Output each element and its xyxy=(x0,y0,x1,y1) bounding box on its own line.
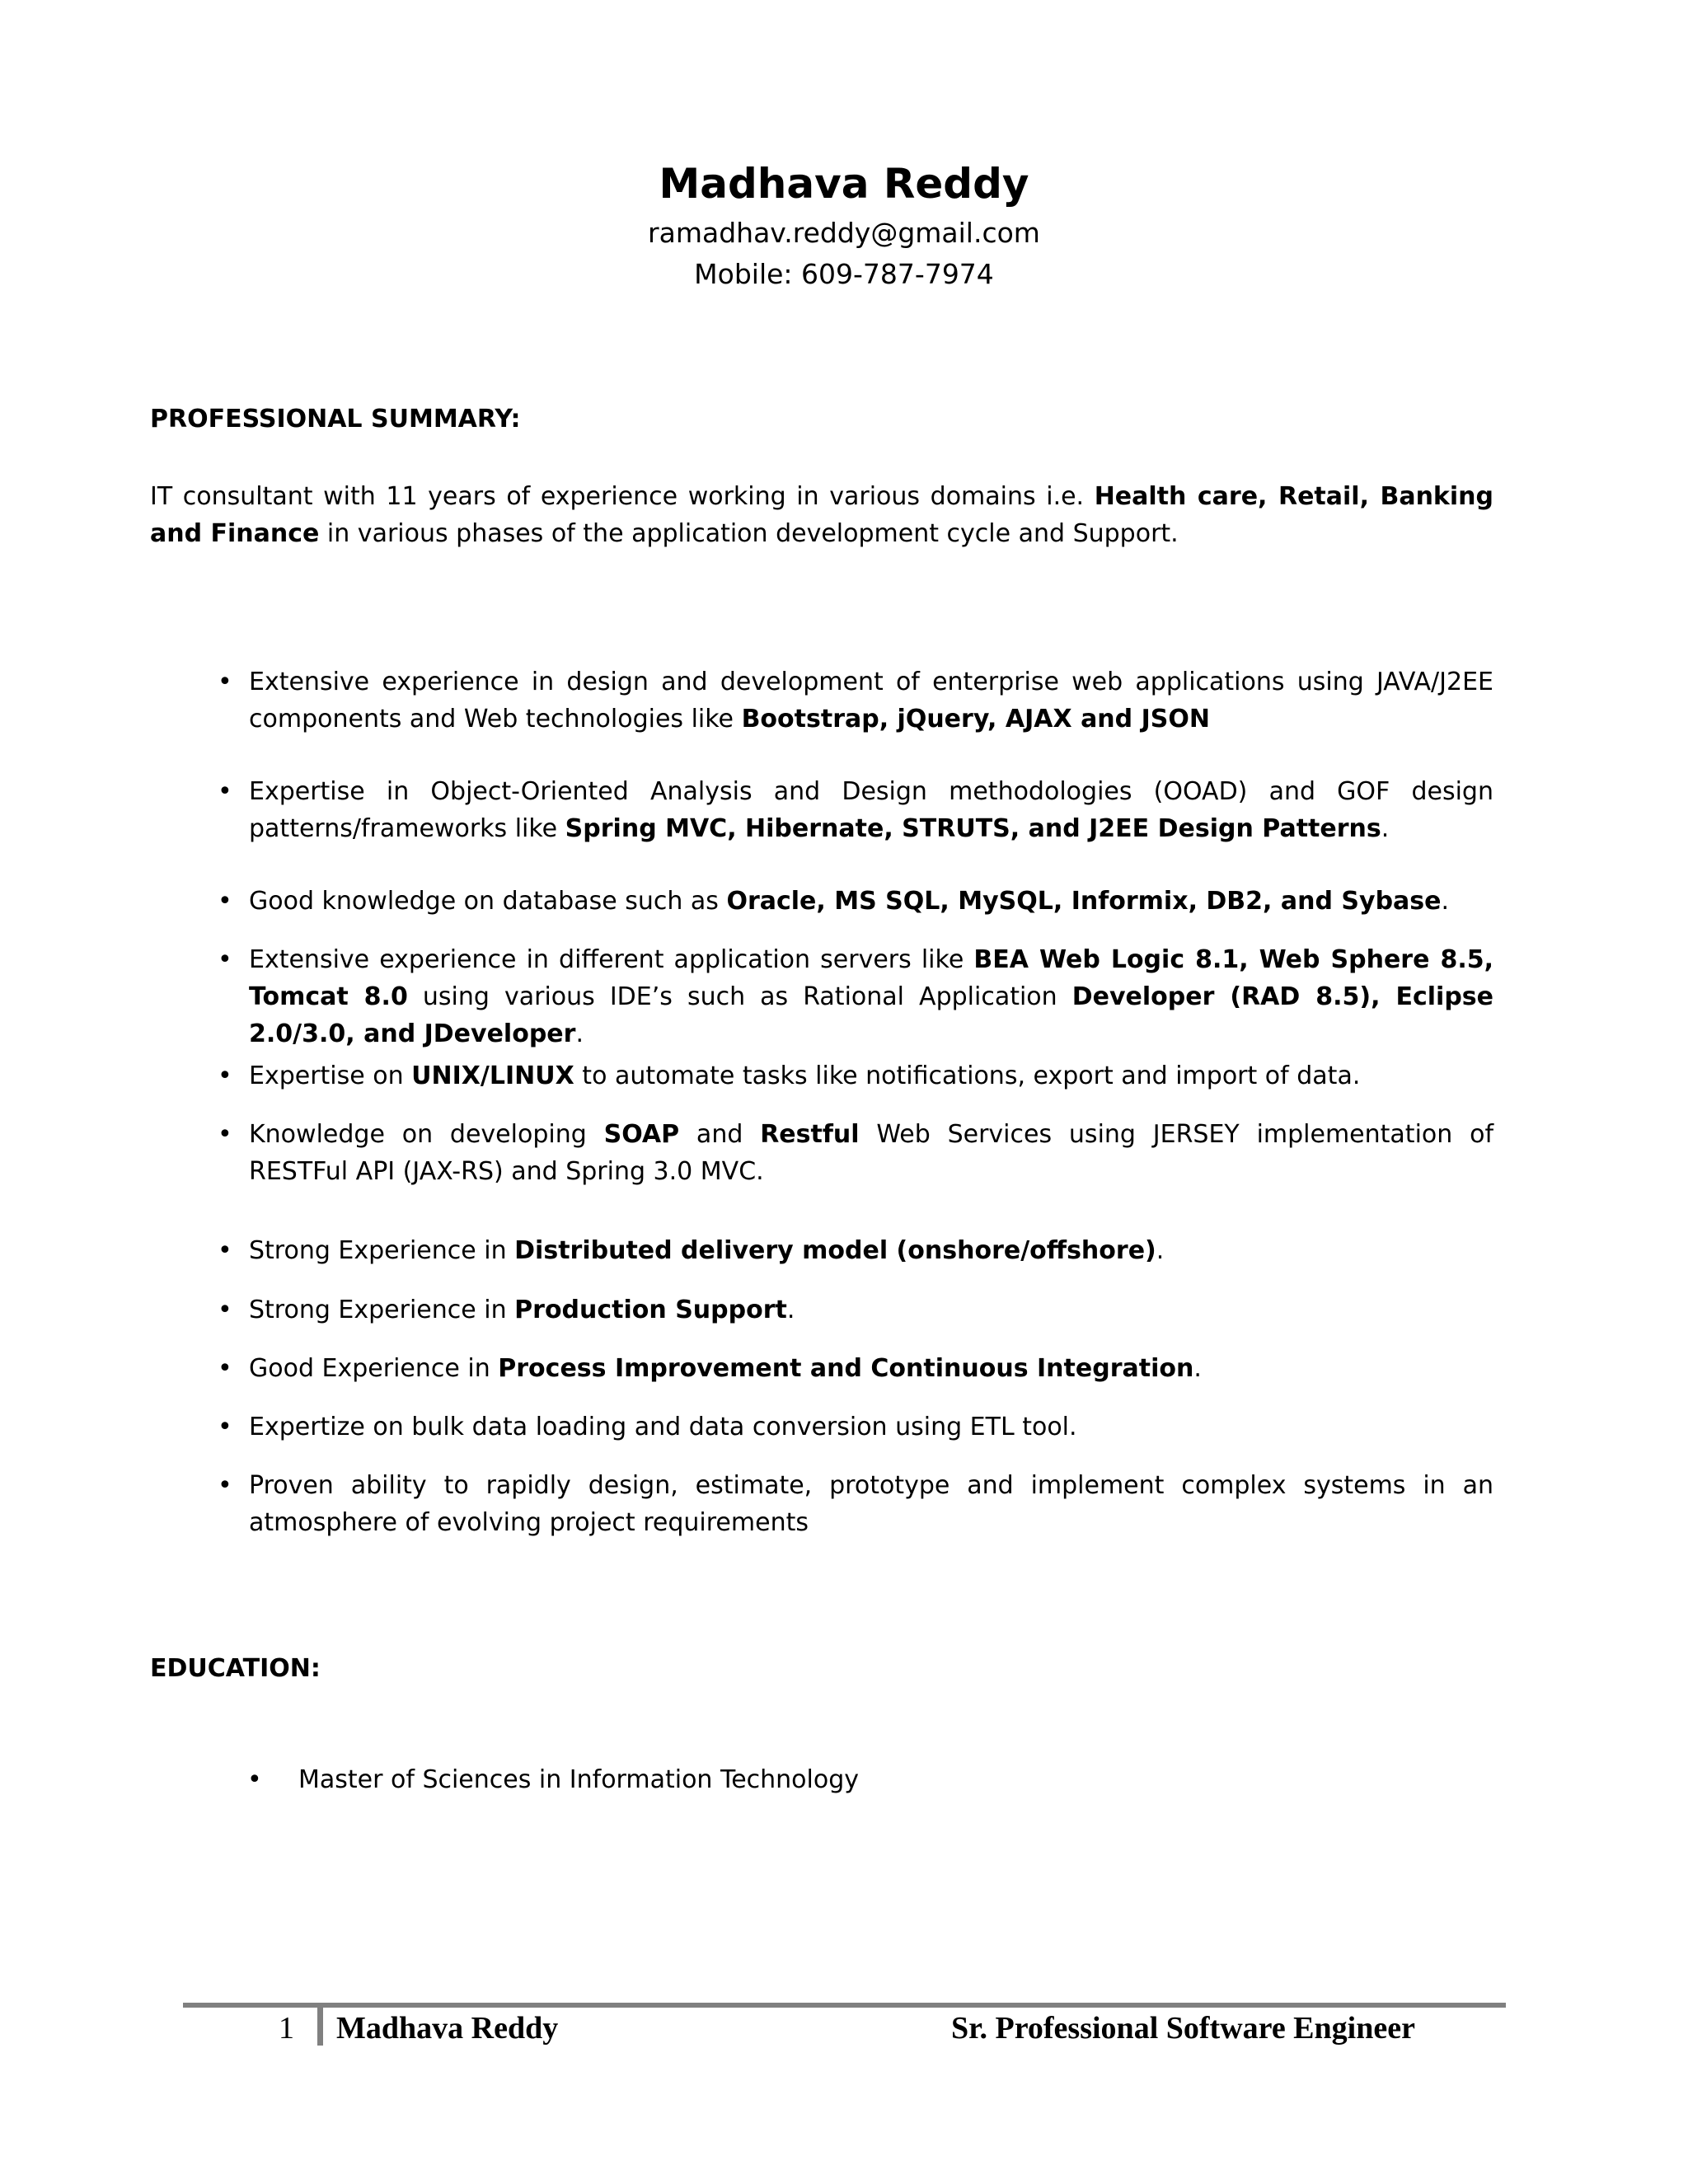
summary-bullet xyxy=(218,1408,1493,1446)
summary-bullet xyxy=(218,941,1493,1052)
text-run: and xyxy=(679,1120,761,1149)
bold-text: Production Support xyxy=(514,1296,787,1324)
page-number: 1 xyxy=(279,2011,294,2046)
bold-text: BEA Web Logic 8.1, Web Sphere 8.5, Tomcat 8.0 xyxy=(249,945,1493,1011)
text-run: . xyxy=(1441,887,1450,916)
summary-bullet xyxy=(218,1350,1493,1387)
text-run: . xyxy=(1193,1354,1202,1383)
summary-bullet xyxy=(218,1291,1493,1329)
mobile-text: Mobile: 609-787-7974 xyxy=(694,258,994,290)
text-run: Extensive experience in different application servers like xyxy=(249,945,974,974)
text-run: . xyxy=(1156,1236,1165,1265)
text-run: Expertise in Object-Oriented Analysis and Design methodologies (OOAD) and GOF design patterns/frameworks like xyxy=(249,777,1493,843)
email-text: ramadhav.reddy@gmail.com xyxy=(648,217,1040,249)
summary-heading: PROFESSIONAL SUMMARY: xyxy=(150,405,521,434)
text-run: . xyxy=(1381,814,1390,843)
resume-header xyxy=(0,155,1688,295)
summary-bullet xyxy=(218,1467,1493,1541)
summary-bullet xyxy=(218,883,1493,920)
bold-text: Distributed delivery model (onshore/offshore) xyxy=(514,1236,1156,1265)
bullet-icon: • xyxy=(218,1296,232,1324)
bold-text: UNIX/LINUX xyxy=(411,1062,574,1090)
bullet-icon: • xyxy=(218,945,232,974)
text-run: Strong Experience in xyxy=(249,1296,515,1324)
footer-name: Madhava Reddy xyxy=(336,2011,559,2046)
text-run: Web Services using JERSEY implementation of RESTFul API (JAX-RS) and Spring 3.0 MVC. xyxy=(249,1120,1494,1186)
bold-text: Oracle, MS SQL, MySQL, Informix, DB2, and Sybase xyxy=(726,887,1442,916)
footer-divider xyxy=(317,2008,323,2046)
footer-rule xyxy=(183,2003,1506,2008)
bullet-icon: • xyxy=(247,1765,262,1794)
education-list xyxy=(247,1761,860,1798)
bold-text: Developer (RAD 8.5), Eclipse 2.0/3.0, and JDeveloper xyxy=(249,982,1493,1048)
text-run: Proven ability to rapidly design, estimate, prototype and implement complex systems in an atmosphere of evolving project requirements xyxy=(249,1471,1493,1537)
text-run: using various IDE’s such as Rational Application xyxy=(407,982,1072,1011)
bullet-icon: • xyxy=(218,1354,232,1383)
bullet-icon: • xyxy=(218,1471,232,1500)
text-run: Expertize on bulk data loading and data conversion using ETL tool. xyxy=(249,1413,1077,1441)
bullet-icon: • xyxy=(218,1120,232,1149)
bold-text: Restful xyxy=(760,1120,860,1149)
bullet-icon: • xyxy=(218,1236,232,1265)
summary-bullet xyxy=(218,1057,1493,1094)
text-run: . xyxy=(575,1019,584,1048)
bold-text: Process Improvement and Continuous Integration xyxy=(498,1354,1194,1383)
bold-text: SOAP xyxy=(603,1120,680,1149)
bullet-icon: • xyxy=(218,887,232,916)
summary-bullet xyxy=(218,773,1493,847)
bold-text: Bootstrap, jQuery, AJAX and JSON xyxy=(741,705,1210,733)
bullet-icon: • xyxy=(218,1062,232,1090)
summary-bullet xyxy=(218,1116,1494,1190)
summary-bullet xyxy=(218,1232,1493,1269)
text-run: Expertise on xyxy=(249,1062,412,1090)
education-item xyxy=(247,1761,860,1798)
text-run: Extensive experience in design and development of enterprise web applications using JAVA/J2EE components and Web technologies like xyxy=(249,668,1493,733)
text-run: IT consultant with 11 years of experience working in various domains i.e. xyxy=(150,482,1095,511)
text-run: . xyxy=(786,1296,795,1324)
bold-text: Spring MVC, Hibernate, STRUTS, and J2EE Design Patterns xyxy=(565,814,1381,843)
education-item-text: Master of Sciences in Information Technology xyxy=(298,1765,860,1794)
text-run: Strong Experience in xyxy=(249,1236,515,1265)
footer-job-title: Sr. Professional Software Engineer xyxy=(951,2011,1415,2046)
text-run: to automate tasks like notifications, export and import of data. xyxy=(574,1062,1361,1090)
bold-text: Health care, Retail, Banking and Finance xyxy=(150,482,1494,548)
text-run: in various phases of the application development cycle and Support. xyxy=(319,519,1179,548)
text-run: Good Experience in xyxy=(249,1354,499,1383)
education-heading: EDUCATION: xyxy=(150,1654,321,1683)
text-run: Good knowledge on database such as xyxy=(249,887,727,916)
candidate-name: Madhava Reddy xyxy=(659,160,1029,208)
summary-intro xyxy=(150,478,1493,552)
bullet-icon: • xyxy=(218,777,232,806)
bullet-icon: • xyxy=(218,1413,232,1441)
text-run: Knowledge on developing xyxy=(249,1120,604,1149)
bullet-icon: • xyxy=(218,668,232,696)
summary-bullet xyxy=(218,663,1493,738)
